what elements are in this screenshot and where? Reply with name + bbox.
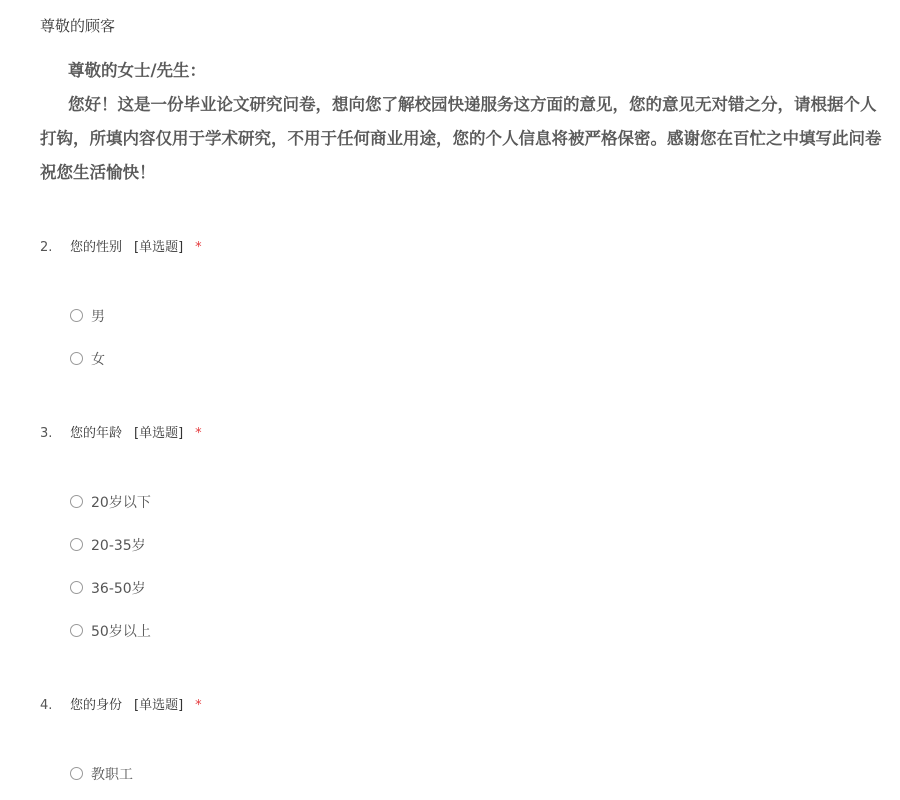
intro-line-1: 您好！这是一份毕业论文研究问卷，想向您了解校园快递服务这方面的意见，您的意见无对错之分，请根据个人 bbox=[68, 95, 877, 114]
question-title: 您的性别 bbox=[70, 240, 123, 255]
option-label: 女 bbox=[91, 352, 105, 368]
question-title: 您的年龄 bbox=[70, 426, 123, 441]
radio-unchecked-icon[interactable] bbox=[70, 495, 83, 508]
question-number: 4. bbox=[40, 698, 53, 713]
option-age-36-50[interactable] bbox=[70, 579, 146, 599]
radio-unchecked-icon[interactable] bbox=[70, 309, 83, 322]
required-marker: * bbox=[195, 426, 202, 441]
question-number: 3. bbox=[40, 426, 53, 441]
survey-intro bbox=[40, 54, 900, 190]
page-title: 尊敬的顾客 bbox=[40, 17, 116, 35]
option-gender-male[interactable] bbox=[70, 307, 105, 327]
question-identity bbox=[40, 696, 202, 716]
radio-unchecked-icon[interactable] bbox=[70, 624, 83, 637]
intro-line-3: 祝您生活愉快！ bbox=[40, 163, 156, 182]
radio-unchecked-icon[interactable] bbox=[70, 538, 83, 551]
option-label: 36-50岁 bbox=[91, 581, 146, 597]
required-marker: * bbox=[195, 698, 202, 713]
question-type: [单选题] bbox=[134, 426, 184, 441]
option-label: 20-35岁 bbox=[91, 538, 146, 554]
question-type: [单选题] bbox=[134, 240, 184, 255]
question-number: 2. bbox=[40, 240, 53, 255]
intro-line-2: 打钩，所填内容仅用于学术研究，不用于任何商业用途，您的个人信息将被严格保密。感谢您在百忙之中填写此问卷 bbox=[40, 129, 882, 148]
question-type: [单选题] bbox=[134, 698, 184, 713]
intro-greeting: 尊敬的女士/先生： bbox=[68, 61, 207, 80]
option-label: 50岁以上 bbox=[91, 624, 151, 640]
radio-unchecked-icon[interactable] bbox=[70, 767, 83, 780]
option-identity-staff[interactable] bbox=[70, 765, 133, 785]
option-age-20-35[interactable] bbox=[70, 536, 146, 556]
option-age-under-20[interactable] bbox=[70, 493, 151, 513]
radio-unchecked-icon[interactable] bbox=[70, 352, 83, 365]
option-gender-female[interactable] bbox=[70, 350, 105, 370]
option-age-over-50[interactable] bbox=[70, 622, 151, 642]
option-label: 男 bbox=[91, 309, 105, 325]
option-label: 教职工 bbox=[91, 767, 133, 783]
required-marker: * bbox=[195, 240, 202, 255]
question-gender bbox=[40, 238, 202, 258]
radio-unchecked-icon[interactable] bbox=[70, 581, 83, 594]
question-title: 您的身份 bbox=[70, 698, 123, 713]
option-label: 20岁以下 bbox=[91, 495, 151, 511]
question-age bbox=[40, 424, 202, 444]
